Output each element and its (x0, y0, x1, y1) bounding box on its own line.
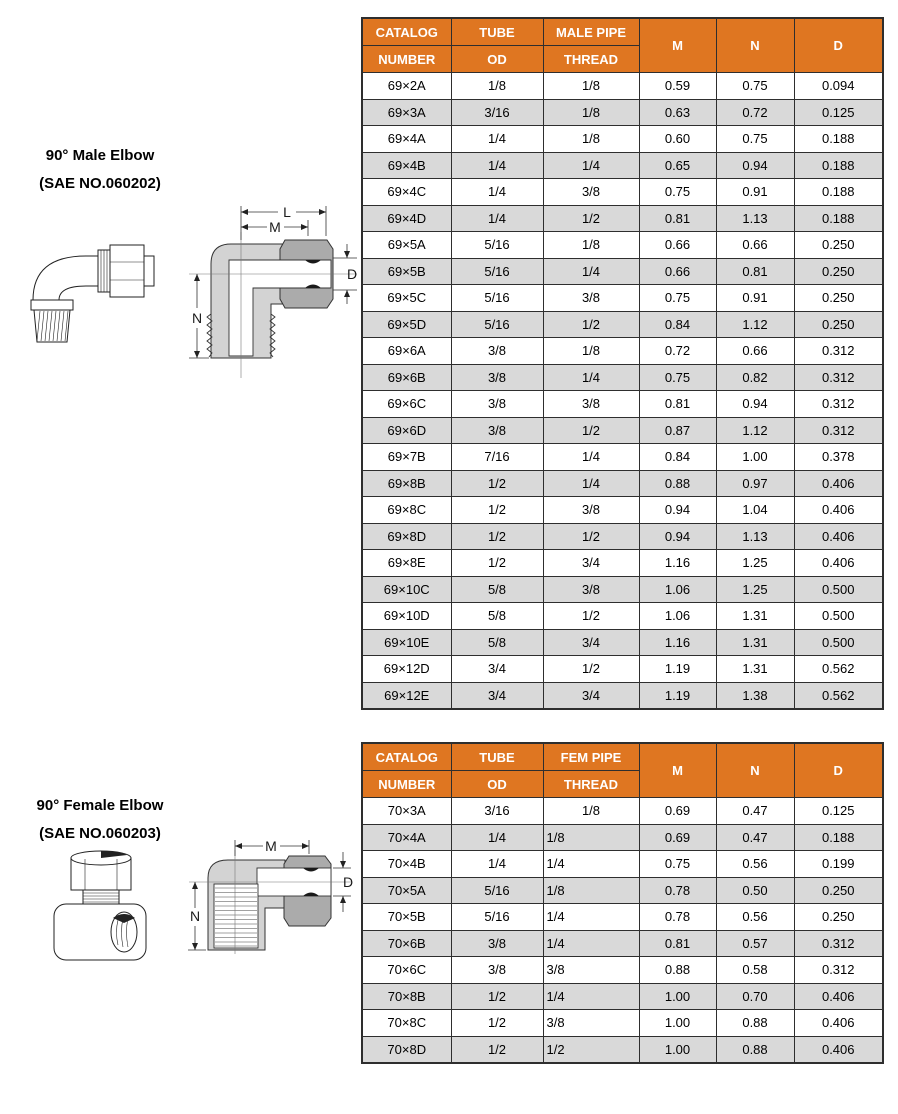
male-elbow-spec-table (361, 17, 884, 710)
cell-tube-od: 5/8 (451, 629, 543, 656)
table-row (362, 629, 883, 656)
cell-catalog: 69×2A (362, 73, 451, 100)
cell-d: 0.250 (794, 904, 883, 931)
cell-n: 0.66 (716, 232, 794, 259)
cell-m: 0.75 (639, 285, 716, 312)
header-d: D (794, 18, 883, 73)
cell-thread: 3/8 (543, 497, 639, 524)
table-row (362, 682, 883, 709)
male-elbow-sae-number: (SAE NO.060202) (39, 175, 161, 192)
cell-thread: 3/8 (543, 1010, 639, 1037)
cell-n: 1.13 (716, 523, 794, 550)
cell-thread: 1/2 (543, 603, 639, 630)
cell-catalog: 70×5A (362, 877, 451, 904)
cell-n: 0.94 (716, 391, 794, 418)
cell-d: 0.406 (794, 983, 883, 1010)
table-row (362, 470, 883, 497)
table-header (362, 18, 883, 73)
cell-n: 1.38 (716, 682, 794, 709)
table-row (362, 126, 883, 153)
cell-n: 0.97 (716, 470, 794, 497)
cell-thread: 1/4 (543, 152, 639, 179)
cell-d: 0.378 (794, 444, 883, 471)
cell-m: 1.19 (639, 656, 716, 683)
cell-tube-od: 1/2 (451, 983, 543, 1010)
cell-m: 1.16 (639, 629, 716, 656)
cell-thread: 3/4 (543, 682, 639, 709)
cell-tube-od: 1/2 (451, 1010, 543, 1037)
cell-d: 0.562 (794, 682, 883, 709)
female-elbow-dimension-diagram (183, 838, 355, 956)
table-row (362, 824, 883, 851)
table-row (362, 1010, 883, 1037)
cell-tube-od: 1/4 (451, 824, 543, 851)
cell-thread: 1/4 (543, 904, 639, 931)
cell-d: 0.406 (794, 497, 883, 524)
cell-thread: 1/4 (543, 930, 639, 957)
cell-tube-od: 3/8 (451, 417, 543, 444)
cell-thread: 1/2 (543, 205, 639, 232)
cell-n: 1.12 (716, 311, 794, 338)
cell-d: 0.188 (794, 205, 883, 232)
cell-catalog: 69×6D (362, 417, 451, 444)
table-row (362, 232, 883, 259)
dimension-label-m: M (269, 219, 281, 235)
female-elbow-table-body (362, 798, 883, 1064)
cell-d: 0.312 (794, 957, 883, 984)
cell-d: 0.562 (794, 656, 883, 683)
male-elbow-dimension-diagram (183, 196, 360, 380)
cell-m: 0.81 (639, 205, 716, 232)
cell-n: 0.91 (716, 285, 794, 312)
cell-catalog: 69×8E (362, 550, 451, 577)
cell-thread: 3/8 (543, 957, 639, 984)
dimension-label-m: M (265, 838, 277, 854)
table-row (362, 73, 883, 100)
header-m: M (639, 743, 716, 798)
cell-catalog: 69×12E (362, 682, 451, 709)
cell-d: 0.406 (794, 523, 883, 550)
cell-m: 1.00 (639, 1036, 716, 1063)
cell-catalog: 69×6A (362, 338, 451, 365)
cell-catalog: 69×12D (362, 656, 451, 683)
cell-d: 0.406 (794, 550, 883, 577)
cell-m: 0.75 (639, 179, 716, 206)
cell-tube-od: 1/4 (451, 179, 543, 206)
cell-d: 0.250 (794, 258, 883, 285)
cell-catalog: 70×8B (362, 983, 451, 1010)
cell-thread: 1/4 (543, 444, 639, 471)
cell-d: 0.500 (794, 603, 883, 630)
cell-tube-od: 1/4 (451, 126, 543, 153)
cell-n: 0.47 (716, 824, 794, 851)
cell-d: 0.125 (794, 99, 883, 126)
header-m: M (639, 18, 716, 73)
dimension-label-d: D (342, 874, 354, 890)
cell-n: 0.56 (716, 904, 794, 931)
male-elbow-table-body (362, 73, 883, 710)
cell-catalog: 69×4D (362, 205, 451, 232)
cell-d: 0.500 (794, 576, 883, 603)
cell-d: 0.188 (794, 824, 883, 851)
cell-n: 1.31 (716, 629, 794, 656)
cell-m: 0.94 (639, 523, 716, 550)
female-elbow-title: 90° Female Elbow (36, 797, 164, 814)
cell-m: 0.84 (639, 311, 716, 338)
cell-thread: 1/8 (543, 798, 639, 825)
cell-d: 0.250 (794, 232, 883, 259)
cell-tube-od: 1/4 (451, 152, 543, 179)
cell-thread: 1/4 (543, 364, 639, 391)
cell-catalog: 70×5B (362, 904, 451, 931)
header-catalog-bottom: NUMBER (362, 771, 451, 798)
cell-d: 0.250 (794, 311, 883, 338)
cell-n: 0.66 (716, 338, 794, 365)
cell-thread: 1/8 (543, 338, 639, 365)
cell-tube-od: 1/4 (451, 851, 543, 878)
cell-m: 0.88 (639, 957, 716, 984)
female-elbow-photo (52, 846, 150, 964)
header-tube-top: TUBE (451, 18, 543, 46)
cell-tube-od: 5/8 (451, 576, 543, 603)
cell-m: 1.06 (639, 603, 716, 630)
table-row (362, 576, 883, 603)
table-row (362, 338, 883, 365)
cell-thread: 1/2 (543, 523, 639, 550)
table-row (362, 285, 883, 312)
cell-tube-od: 3/16 (451, 798, 543, 825)
cell-tube-od: 5/16 (451, 258, 543, 285)
dimension-label-d: D (346, 266, 358, 282)
cell-m: 0.65 (639, 152, 716, 179)
cell-catalog: 69×7B (362, 444, 451, 471)
cell-d: 0.312 (794, 417, 883, 444)
cell-tube-od: 5/8 (451, 603, 543, 630)
male-elbow-title: 90° Male Elbow (45, 147, 155, 164)
cell-tube-od: 1/4 (451, 205, 543, 232)
cell-n: 0.75 (716, 73, 794, 100)
cell-catalog: 69×4A (362, 126, 451, 153)
cell-m: 0.81 (639, 391, 716, 418)
table-row (362, 1036, 883, 1063)
table-row (362, 205, 883, 232)
cell-catalog: 70×4A (362, 824, 451, 851)
cell-m: 0.72 (639, 338, 716, 365)
cell-thread: 1/8 (543, 99, 639, 126)
cell-m: 1.00 (639, 1010, 716, 1037)
cell-d: 0.312 (794, 364, 883, 391)
cell-thread: 3/8 (543, 391, 639, 418)
cell-m: 0.69 (639, 824, 716, 851)
table-row (362, 311, 883, 338)
cell-m: 0.66 (639, 232, 716, 259)
header-catalog-bottom: NUMBER (362, 46, 451, 73)
table-row (362, 930, 883, 957)
cell-d: 0.188 (794, 179, 883, 206)
female-elbow-spec-table (361, 742, 884, 1064)
cell-thread: 1/8 (543, 232, 639, 259)
cell-tube-od: 1/8 (451, 73, 543, 100)
cell-d: 0.188 (794, 152, 883, 179)
table-row (362, 550, 883, 577)
table-row (362, 258, 883, 285)
cell-m: 1.16 (639, 550, 716, 577)
cell-m: 0.60 (639, 126, 716, 153)
table-header (362, 743, 883, 798)
table-row (362, 798, 883, 825)
cell-catalog: 69×4B (362, 152, 451, 179)
table-row (362, 444, 883, 471)
cell-thread: 1/8 (543, 73, 639, 100)
cell-thread: 3/8 (543, 179, 639, 206)
cell-d: 0.094 (794, 73, 883, 100)
cell-m: 0.81 (639, 930, 716, 957)
cell-thread: 1/4 (543, 851, 639, 878)
cell-d: 0.406 (794, 1036, 883, 1063)
cell-d: 0.406 (794, 470, 883, 497)
cell-m: 0.88 (639, 470, 716, 497)
cell-d: 0.406 (794, 1010, 883, 1037)
cell-tube-od: 5/16 (451, 877, 543, 904)
table-row (362, 904, 883, 931)
cell-m: 1.06 (639, 576, 716, 603)
cell-catalog: 70×8C (362, 1010, 451, 1037)
header-thread-bottom: THREAD (543, 771, 639, 798)
cell-m: 0.75 (639, 851, 716, 878)
cell-thread: 1/4 (543, 258, 639, 285)
cell-n: 0.58 (716, 957, 794, 984)
cell-m: 0.87 (639, 417, 716, 444)
cell-tube-od: 1/2 (451, 1036, 543, 1063)
cell-catalog: 69×6B (362, 364, 451, 391)
cell-tube-od: 3/4 (451, 656, 543, 683)
cell-thread: 3/4 (543, 629, 639, 656)
dimension-label-n: N (189, 908, 201, 924)
cell-thread: 3/8 (543, 285, 639, 312)
table-row (362, 152, 883, 179)
cell-catalog: 69×5B (362, 258, 451, 285)
cell-d: 0.312 (794, 930, 883, 957)
cell-catalog: 69×4C (362, 179, 451, 206)
cell-m: 0.84 (639, 444, 716, 471)
header-thread-top: FEM PIPE (543, 743, 639, 771)
cell-n: 0.75 (716, 126, 794, 153)
header-catalog-top: CATALOG (362, 18, 451, 46)
cell-n: 0.47 (716, 798, 794, 825)
cell-tube-od: 5/16 (451, 232, 543, 259)
cell-n: 1.13 (716, 205, 794, 232)
cell-thread: 1/4 (543, 983, 639, 1010)
cell-n: 1.12 (716, 417, 794, 444)
cell-catalog: 69×3A (362, 99, 451, 126)
cell-tube-od: 3/8 (451, 930, 543, 957)
cell-tube-od: 3/8 (451, 364, 543, 391)
cell-tube-od: 3/16 (451, 99, 543, 126)
cell-tube-od: 1/2 (451, 470, 543, 497)
cell-catalog: 70×6B (362, 930, 451, 957)
cell-catalog: 70×6C (362, 957, 451, 984)
header-tube-bottom: OD (451, 771, 543, 798)
cell-n: 0.91 (716, 179, 794, 206)
cell-n: 0.88 (716, 1010, 794, 1037)
cell-m: 0.69 (639, 798, 716, 825)
cell-thread: 1/2 (543, 311, 639, 338)
header-catalog-top: CATALOG (362, 743, 451, 771)
cell-catalog: 69×8B (362, 470, 451, 497)
cell-n: 1.00 (716, 444, 794, 471)
cell-tube-od: 5/16 (451, 311, 543, 338)
cell-tube-od: 3/8 (451, 957, 543, 984)
cell-catalog: 69×8C (362, 497, 451, 524)
cell-catalog: 69×5A (362, 232, 451, 259)
table-row (362, 983, 883, 1010)
cell-n: 0.72 (716, 99, 794, 126)
cell-d: 0.500 (794, 629, 883, 656)
cell-tube-od: 1/2 (451, 550, 543, 577)
table-row (362, 957, 883, 984)
cell-catalog: 69×5D (362, 311, 451, 338)
cell-m: 1.00 (639, 983, 716, 1010)
cell-d: 0.199 (794, 851, 883, 878)
cell-d: 0.250 (794, 285, 883, 312)
cell-m: 1.19 (639, 682, 716, 709)
table-row (362, 497, 883, 524)
cell-thread: 3/8 (543, 576, 639, 603)
cell-m: 0.75 (639, 364, 716, 391)
cell-catalog: 69×8D (362, 523, 451, 550)
cell-catalog: 69×10C (362, 576, 451, 603)
cell-catalog: 70×3A (362, 798, 451, 825)
table-row (362, 523, 883, 550)
cell-m: 0.78 (639, 904, 716, 931)
cell-thread: 1/2 (543, 1036, 639, 1063)
cell-tube-od: 3/4 (451, 682, 543, 709)
cell-n: 0.81 (716, 258, 794, 285)
cell-thread: 1/2 (543, 417, 639, 444)
table-row (362, 851, 883, 878)
cell-catalog: 69×6C (362, 391, 451, 418)
cell-n: 0.88 (716, 1036, 794, 1063)
cell-n: 0.70 (716, 983, 794, 1010)
female-elbow-sae-number: (SAE NO.060203) (39, 825, 161, 842)
table-row (362, 656, 883, 683)
cell-n: 1.04 (716, 497, 794, 524)
header-n: N (716, 743, 794, 798)
cell-tube-od: 3/8 (451, 391, 543, 418)
cell-n: 0.57 (716, 930, 794, 957)
cell-m: 0.78 (639, 877, 716, 904)
cell-m: 0.59 (639, 73, 716, 100)
header-n: N (716, 18, 794, 73)
table-row (362, 877, 883, 904)
cell-d: 0.125 (794, 798, 883, 825)
table-row (362, 99, 883, 126)
cell-n: 0.56 (716, 851, 794, 878)
cell-tube-od: 5/16 (451, 285, 543, 312)
cell-tube-od: 7/16 (451, 444, 543, 471)
table-row (362, 417, 883, 444)
cell-thread: 1/8 (543, 877, 639, 904)
cell-n: 1.31 (716, 603, 794, 630)
cell-d: 0.312 (794, 391, 883, 418)
cell-thread: 1/2 (543, 656, 639, 683)
cell-thread: 1/4 (543, 470, 639, 497)
table-row (362, 364, 883, 391)
cell-n: 0.94 (716, 152, 794, 179)
cell-tube-od: 5/16 (451, 904, 543, 931)
cell-tube-od: 3/8 (451, 338, 543, 365)
cell-n: 1.25 (716, 576, 794, 603)
cell-thread: 1/8 (543, 824, 639, 851)
cell-tube-od: 1/2 (451, 497, 543, 524)
table-row (362, 179, 883, 206)
cell-catalog: 70×8D (362, 1036, 451, 1063)
cell-n: 0.82 (716, 364, 794, 391)
cell-thread: 3/4 (543, 550, 639, 577)
cell-thread: 1/8 (543, 126, 639, 153)
dimension-label-l: L (283, 204, 291, 220)
cell-catalog: 70×4B (362, 851, 451, 878)
cell-n: 1.31 (716, 656, 794, 683)
cell-d: 0.312 (794, 338, 883, 365)
cell-d: 0.250 (794, 877, 883, 904)
cell-m: 0.94 (639, 497, 716, 524)
table-row (362, 603, 883, 630)
header-tube-top: TUBE (451, 743, 543, 771)
cell-catalog: 69×10E (362, 629, 451, 656)
male-elbow-photo (28, 234, 180, 348)
dimension-label-n: N (191, 310, 203, 326)
cell-m: 0.63 (639, 99, 716, 126)
cell-catalog: 69×10D (362, 603, 451, 630)
cell-d: 0.188 (794, 126, 883, 153)
cell-tube-od: 1/2 (451, 523, 543, 550)
header-thread-bottom: THREAD (543, 46, 639, 73)
cell-m: 0.66 (639, 258, 716, 285)
header-tube-bottom: OD (451, 46, 543, 73)
cell-n: 1.25 (716, 550, 794, 577)
header-thread-top: MALE PIPE (543, 18, 639, 46)
cell-catalog: 69×5C (362, 285, 451, 312)
table-row (362, 391, 883, 418)
cell-n: 0.50 (716, 877, 794, 904)
header-d: D (794, 743, 883, 798)
